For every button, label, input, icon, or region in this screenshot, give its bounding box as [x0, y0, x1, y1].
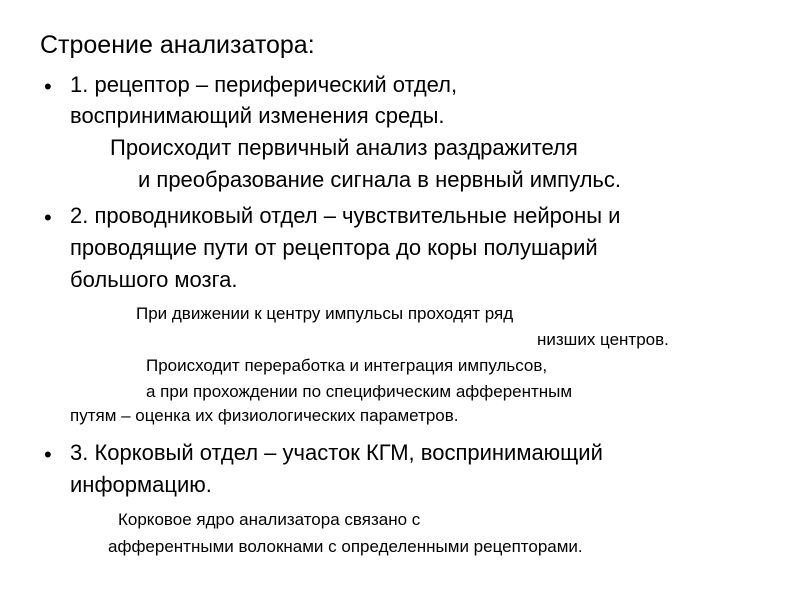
bullet-3: • [44, 442, 52, 467]
slide-title: Строение анализатора: [40, 31, 315, 59]
item-2-line-3: большого мозга. [70, 267, 238, 292]
item-2-line-1: 2. проводниковый отдел – чувствительные нейроны и [70, 203, 621, 228]
item-3-line-2: информацию. [70, 472, 212, 497]
item-2-note-1: При движении к центру импульсы проходят ряд [136, 304, 514, 323]
item-3-line-1: 3. Корковый отдел – участок КГМ, воспринимающий [70, 440, 603, 465]
item-1-line-2: воспринимающий изменения среды. [70, 103, 445, 128]
item-1-line-4: и преобразование сигнала в нервный импульс. [138, 167, 621, 192]
item-1-line-3: Происходит первичный анализ раздражителя [110, 135, 578, 160]
item-3-note-1: Корковое ядро анализатора связано с [118, 510, 421, 529]
item-1-line-1: 1. рецептор – периферический отдел, [70, 72, 458, 97]
item-2-line-2: проводящие пути от рецептора до коры полушарий [70, 235, 598, 260]
item-2-note-3: Происходит переработка и интеграция импульсов, [146, 356, 548, 375]
item-2-note-5: путям – оценка их физиологических параметров. [70, 406, 459, 425]
bullet-1: • [44, 74, 52, 99]
bullet-2: • [44, 205, 52, 230]
item-2-note-2: низших центров. [537, 330, 669, 349]
item-3-note-2: афферентными волокнами с определенными рецепторами. [108, 537, 583, 556]
item-2-note-4: а при прохождении по специфическим афферентным [146, 382, 573, 401]
